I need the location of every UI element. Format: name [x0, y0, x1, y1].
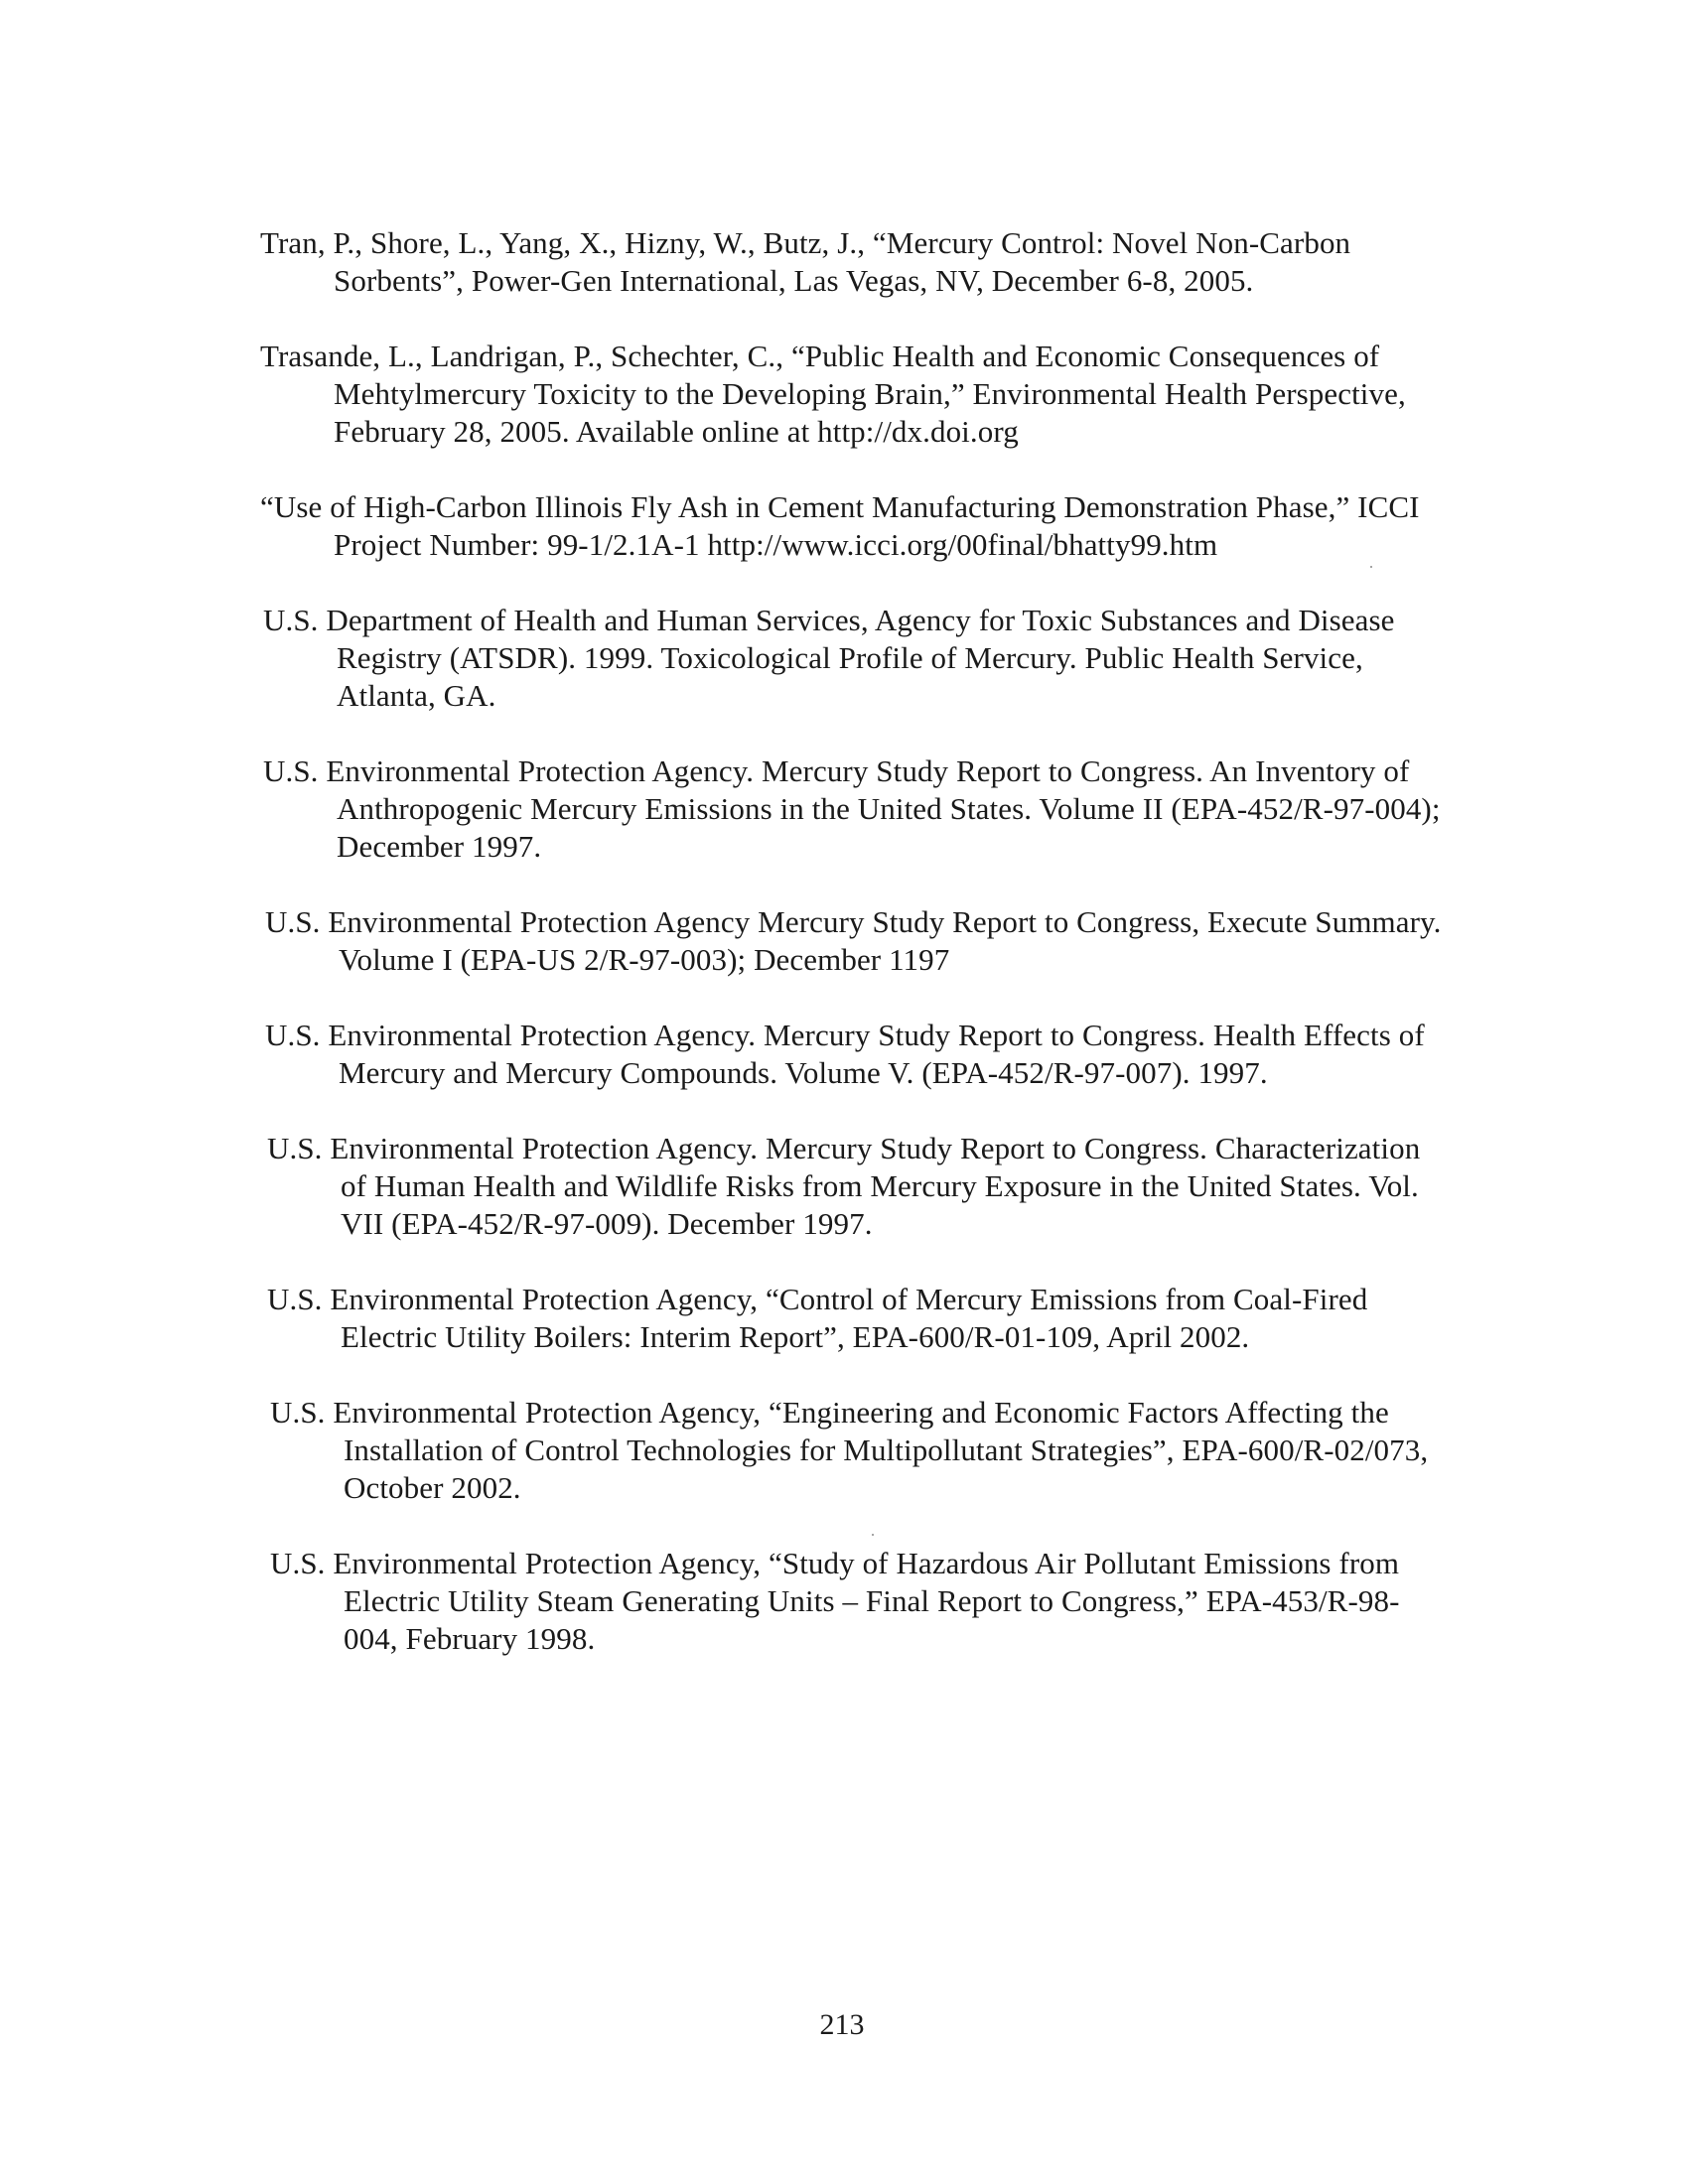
reference-entry: U.S. Environmental Protection Agency Mercury Study Report to Congress, Execute Summary. Volume I (EPA-US 2/R-97-003); December 1197	[265, 904, 1442, 977]
reference-list	[260, 224, 1452, 1696]
reference-entry: Trasande, L., Landrigan, P., Schechter, C., “Public Health and Economic Consequences of Mehtylmercury Toxicity to the Developing Brain,” Environmental Health Perspective, February 28, 2005. Available online at http://dx.doi.org	[260, 339, 1406, 449]
reference-entry: Tran, P., Shore, L., Yang, X., Hizny, W., Butz, J., “Mercury Control: Novel Non-Carbon Sorbents”, Power-Gen International, Las Vegas, NV, December 6-8, 2005.	[260, 225, 1351, 298]
reference-entry: U.S. Environmental Protection Agency, “Control of Mercury Emissions from Coal-Fired Electric Utility Boilers: Interim Report”, EPA-600/R-01-109, April 2002.	[267, 1282, 1368, 1354]
page-number: 213	[819, 2008, 865, 2041]
reference-entry: U.S. Environmental Protection Agency, “Study of Hazardous Air Pollutant Emissions from Electric Utility Steam Generating Units – Final Report to Congress,” EPA-453/R-98-004, February 1998.	[270, 1546, 1400, 1656]
reference-entry: “Use of High-Carbon Illinois Fly Ash in Cement Manufacturing Demonstration Phase,” ICCI Project Number: 99-1/2.1A-1 http://www.icci.org/00final/bhatty99.htm	[260, 489, 1420, 562]
reference-entry: U.S. Environmental Protection Agency, “Engineering and Economic Factors Affecting the Installation of Control Technologies for Multipollutant Strategies”, EPA-600/R-02/073, October 2002.	[270, 1395, 1429, 1505]
reference-entry: U.S. Environmental Protection Agency. Mercury Study Report to Congress. Characterization of Human Health and Wildlife Risks from Mercury Exposure in the United States. Vol. VII (EPA-452/R-97-009). December 1997.	[267, 1131, 1421, 1241]
reference-entry: U.S. Environmental Protection Agency. Mercury Study Report to Congress. Health Effects of Mercury and Mercury Compounds. Volume V. (EPA-452/R-97-007). 1997.	[265, 1018, 1425, 1090]
reference-entry: U.S. Department of Health and Human Services, Agency for Toxic Substances and Disease Registry (ATSDR). 1999. Toxicological Profile of Mercury. Public Health Service, Atlanta, GA.	[263, 603, 1395, 713]
scan-speck	[1370, 566, 1372, 568]
reference-entry: U.S. Environmental Protection Agency. Mercury Study Report to Congress. An Inventory of Anthropogenic Mercury Emissions in the United States. Volume II (EPA-452/R-97-004); December 1997.	[263, 753, 1441, 864]
scan-speck	[872, 1534, 874, 1536]
